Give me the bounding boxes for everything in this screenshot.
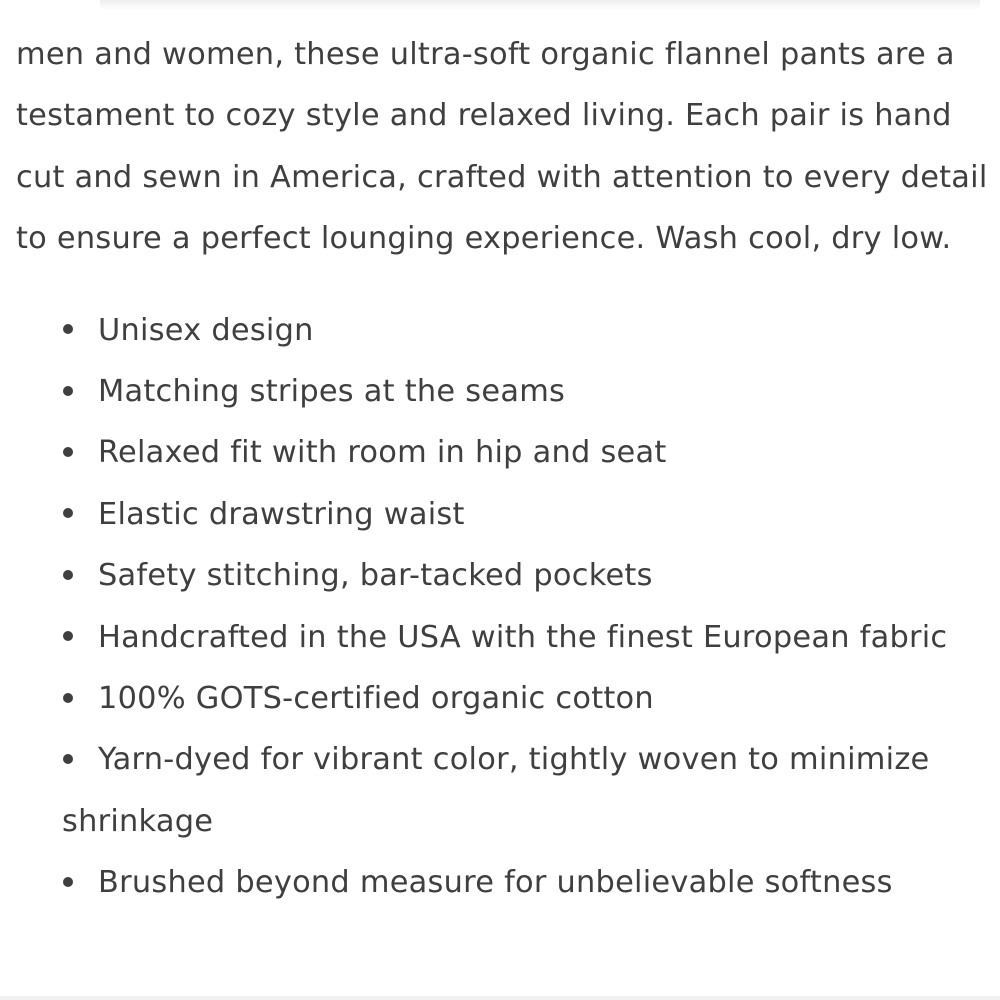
- feature-item: [62, 300, 991, 361]
- feature-text: Safety stitching, bar-tacked pockets: [98, 558, 653, 594]
- bullet-icon: [63, 324, 73, 334]
- feature-text: Matching stripes at the seams: [98, 374, 566, 410]
- feature-item: [62, 607, 991, 668]
- bullet-icon: [63, 754, 73, 764]
- bottom-divider: [0, 996, 1000, 1000]
- bullet-icon: [63, 877, 73, 887]
- feature-text: 100% GOTS-certified organic cotton: [98, 681, 654, 717]
- bullet-icon: [63, 508, 73, 518]
- feature-item: [62, 852, 991, 913]
- feature-item: [62, 729, 991, 852]
- feature-text: Relaxed fit with room in hip and seat: [98, 435, 667, 471]
- bullet-icon: [63, 631, 73, 641]
- feature-item: [62, 422, 991, 483]
- feature-item: [62, 668, 991, 729]
- feature-item: [62, 484, 991, 545]
- bullet-icon: [63, 693, 73, 703]
- bullet-icon: [63, 447, 73, 457]
- feature-text: Brushed beyond measure for unbelievable softness: [98, 865, 893, 901]
- bullet-icon: [63, 570, 73, 580]
- description-paragraph: men and women, these ultra-soft organic flannel pants are a testament to cozy style and relaxed living. Each pair is hand cut and sewn in America, crafted with attention to every detail to ensure a perfect lounging experience. Wash cool, dry low.: [16, 37, 988, 257]
- feature-text: Elastic drawstring waist: [98, 496, 465, 532]
- feature-item: [62, 545, 991, 606]
- feature-text: Yarn-dyed for vibrant color, tightly woven to minimize shrinkage: [62, 742, 930, 839]
- bullet-icon: [63, 386, 73, 396]
- feature-text: Unisex design: [98, 312, 314, 348]
- feature-item: [62, 361, 991, 422]
- feature-text: Handcrafted in the USA with the finest European fabric: [98, 619, 948, 655]
- clipped-top-edge: [100, 0, 980, 10]
- features-list: [16, 300, 991, 914]
- product-description: [16, 24, 991, 914]
